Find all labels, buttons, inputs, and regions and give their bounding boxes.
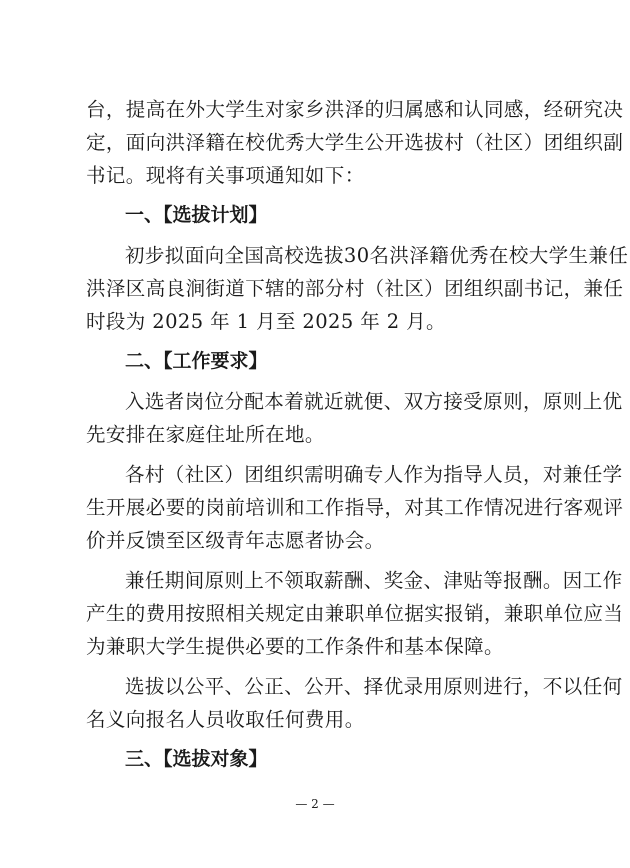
section-heading-work-requirements: 二、【工作要求】: [125, 350, 268, 372]
section-heading-selection-plan: 一、【选拔计划】: [125, 204, 268, 226]
work-requirements-paragraph-2: [86, 458, 624, 557]
document-body: [86, 93, 629, 783]
text-line: 先安排在家庭住址所在地。: [86, 423, 325, 446]
text-line: 初步拟面向全国高校选拔30名洪泽籍优秀在校大学生兼任: [125, 244, 629, 267]
text-line: 生开展必要的岗前培训和工作指导，对其工作情况进行客观评: [86, 496, 624, 519]
text-line: 洪泽区高良涧街道下辖的部分村（社区）团组织副书记，兼任: [86, 277, 624, 300]
text-line: 书记。现将有关事项通知如下：: [86, 164, 365, 187]
text-line: 兼任期间原则上不领取薪酬、奖金、津贴等报酬。因工作: [125, 569, 623, 592]
text-line: 时段为 2025 年 1 月至 2025 年 2 月。: [86, 310, 446, 333]
text-line: 入选者岗位分配本着就近就便、双方接受原则，原则上优: [125, 390, 623, 413]
text-line: 价并反馈至区级青年志愿者协会。: [86, 529, 385, 552]
text-line: 定，面向洪泽籍在校优秀大学生公开选拔村（社区）团组织副: [86, 131, 624, 154]
selection-plan-paragraph: [86, 239, 629, 338]
work-requirements-paragraph-1: [86, 385, 623, 451]
text-line: 为兼职大学生提供必要的工作条件和基本保障。: [86, 635, 504, 658]
section-heading-selection-targets: 三、【选拔对象】: [125, 748, 268, 770]
text-line: 各村（社区）团组织需明确专人作为指导人员，对兼任学: [125, 463, 623, 486]
text-line: 产生的费用按照相关规定由兼职单位据实报销，兼职单位应当: [86, 602, 624, 625]
page-number: — 2 —: [295, 797, 335, 811]
text-line: 选拔以公平、公正、公开、择优录用原则进行，不以任何: [125, 675, 623, 698]
intro-paragraph: [86, 93, 624, 192]
work-requirements-paragraph-3: [86, 564, 624, 663]
text-line: 名义向报名人员收取任何费用。: [86, 708, 365, 731]
text-line: 台，提高在外大学生对家乡洪泽的归属感和认同感，经研究决: [86, 98, 624, 121]
work-requirements-paragraph-4: [86, 670, 623, 736]
